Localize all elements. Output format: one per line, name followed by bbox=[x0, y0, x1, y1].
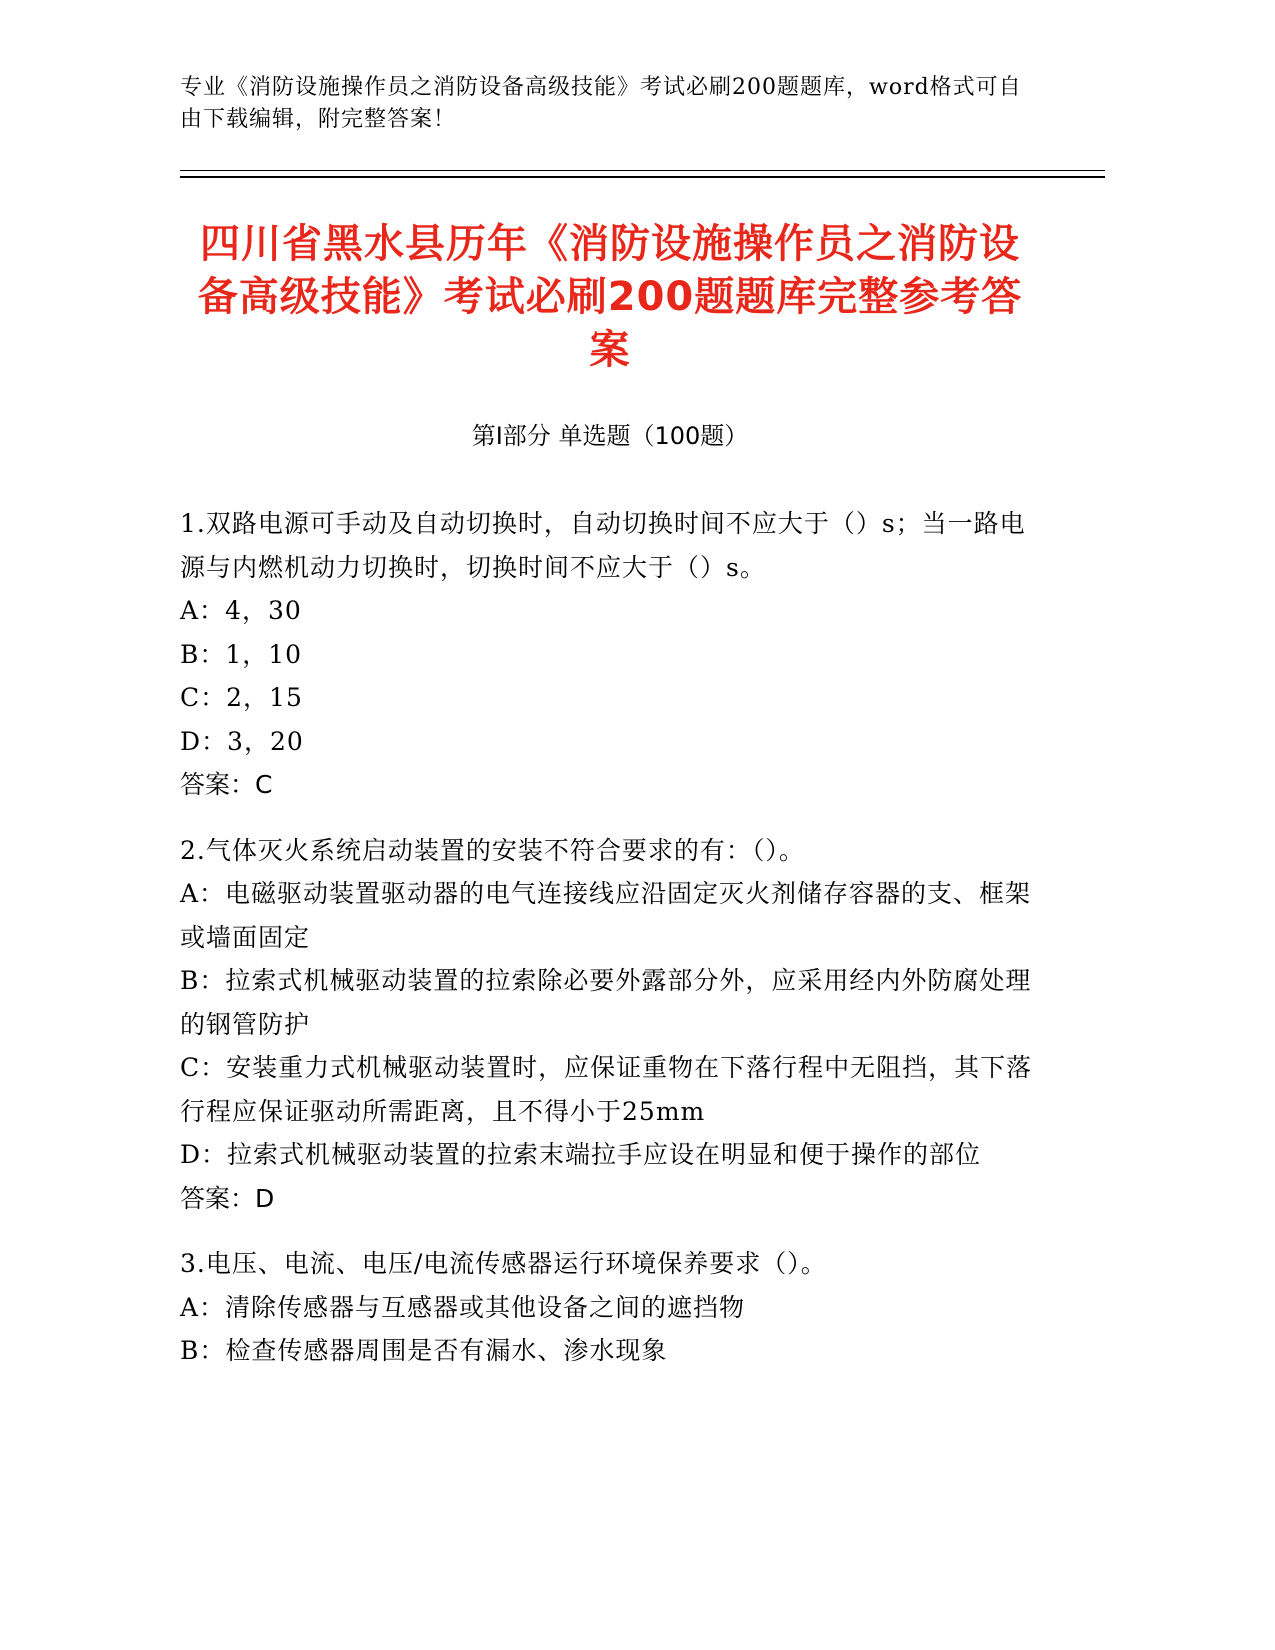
question-list bbox=[180, 502, 1040, 1395]
option-b: B：检查传感器周围是否有漏水、渗水现象 bbox=[180, 1336, 668, 1365]
option-c: C：2，15 bbox=[180, 683, 303, 712]
option-a: A：电磁驱动装置驱动器的电气连接线应沿固定灭火剂储存容器的支、框架或墙面固定 bbox=[180, 879, 1032, 952]
question-stem: 1.双路电源可手动及自动切换时，自动切换时间不应大于（）s；当一路电源与内燃机动力切换时，切换时间不应大于（）s。 bbox=[180, 509, 1026, 582]
section-heading: 第Ⅰ部分 单选题（100题） bbox=[471, 422, 749, 450]
header-note: 专业《消防设施操作员之消防设备高级技能》考试必刷200题题库，word格式可自由下载编辑，附完整答案！ bbox=[180, 75, 1022, 132]
option-a: A：清除传感器与互感器或其他设备之间的遮挡物 bbox=[180, 1292, 746, 1322]
question-3 bbox=[180, 1242, 1040, 1373]
answer: 答案：D bbox=[180, 1183, 275, 1213]
header-divider-thin bbox=[180, 170, 1105, 171]
option-d: D：3，20 bbox=[180, 726, 304, 756]
option-d: D：拉索式机械驱动装置的拉索末端拉手应设在明显和便于操作的部位 bbox=[180, 1140, 982, 1169]
document-title: 四川省黑水县历年《消防设施操作员之消防设备高级技能》考试必刷200题题库完整参考答案 bbox=[197, 221, 1023, 373]
question-stem: 3.电压、电流、电压/电流传感器运行环境保养要求（）。 bbox=[180, 1249, 827, 1278]
question-stem: 2.气体灭火系统启动装置的安装不符合要求的有：（）。 bbox=[180, 835, 805, 865]
header-divider-thick bbox=[180, 176, 1105, 178]
question-1 bbox=[180, 502, 1040, 807]
option-b: B：拉索式机械驱动装置的拉索除必要外露部分外，应采用经内外防腐处理的钢管防护 bbox=[180, 966, 1032, 1039]
option-c: C：安装重力式机械驱动装置时，应保证重物在下落行程中无阻挡，其下落行程应保证驱动所需距离，且不得小于25mm bbox=[180, 1053, 1033, 1126]
answer: 答案：C bbox=[180, 770, 273, 799]
option-a: A：4，30 bbox=[180, 596, 302, 625]
option-b: B：1，10 bbox=[180, 639, 303, 669]
question-2 bbox=[180, 829, 1040, 1221]
